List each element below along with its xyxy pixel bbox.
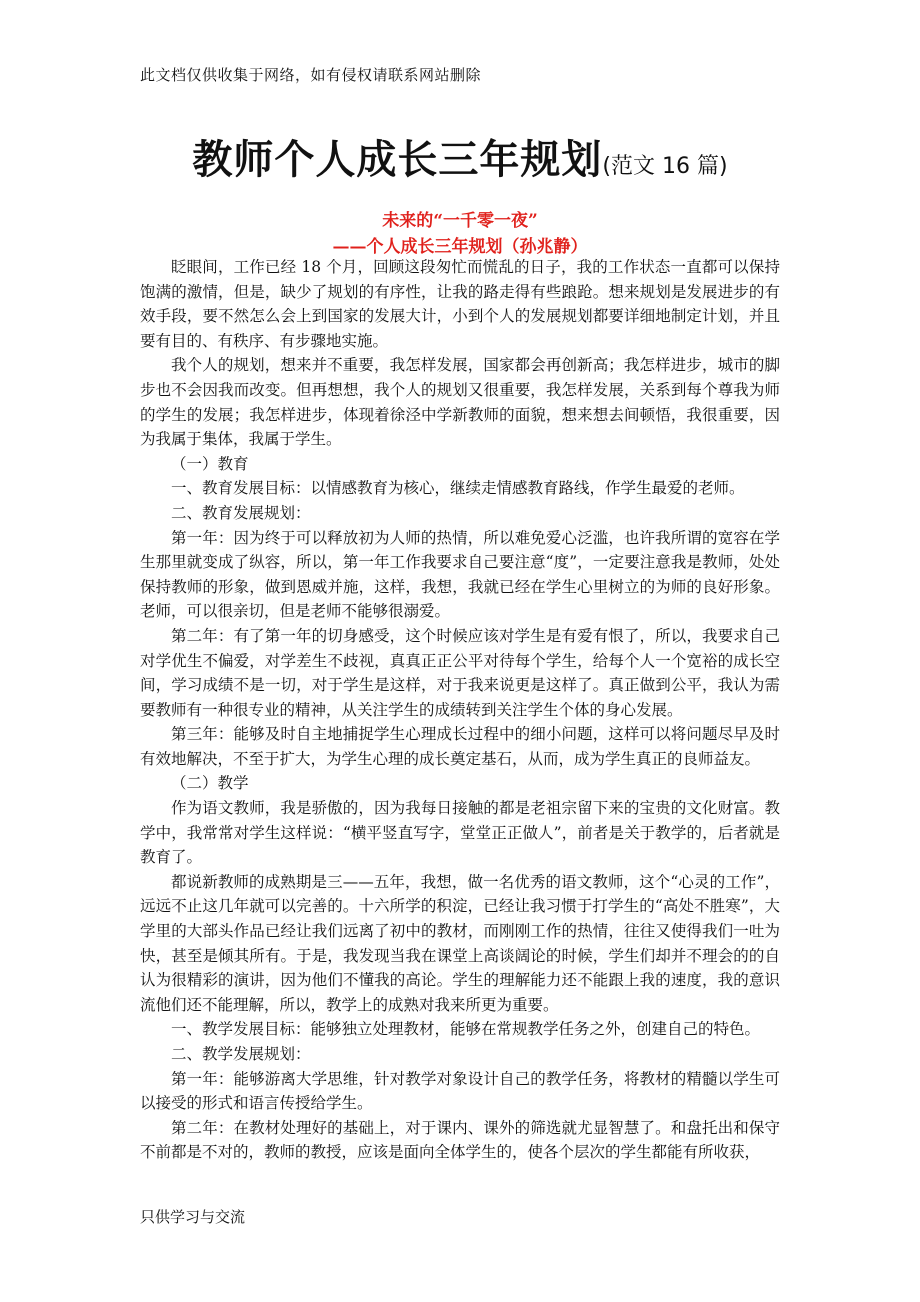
paragraph: 一、教学发展目标：能够独立处理教材，能够在常规教学任务之外，创建自己的特色。 [171, 1020, 761, 1039]
paragraph: 作为语文教师，我是骄傲的，因为我每日接触的都是老祖宗留下来的宝贵的文化财富。教学中，我常常对学生这样说：“横平竖直写字，堂堂正正做人”，前者是关于教学的，后者就是教育了。 [140, 799, 780, 867]
document-title [0, 128, 920, 185]
essay-heading-line2: ——个人成长三年规划（孙兆静） [332, 237, 588, 257]
section-heading-teaching: （二）教学 [171, 774, 249, 793]
paragraph: 都说新教师的成熟期是三——五年，我想，做一名优秀的语文教师，这个“心灵的工作”，远远不止这几年就可以完善的。十六所学的积淀，已经让我习惯于打学生的“高处不胜寒”，大学里的大部头作品已经让我们远离了初中的教材，而刚刚工作的热情，往往又使得我们一吐为快，甚至是倾其所有。于是，我发现当我在课堂上高谈阔论的时候，学生们却并不理会的的自认为很精彩的演讲，因为他们不懂我的高论。学生的理解能力还不能跟上我的速度，我的意识流他们还不能理解，所以，教学上的成熟对我来所更为重要。 [140, 872, 780, 1014]
title-suffix: (范文 16 篇) [602, 154, 728, 179]
paragraph: 第二年：在教材处理好的基础上，对于课内、课外的筛选就尤显智慧了。和盘托出和保守不前都是不对的，教师的教授，应该是面向全体学生的，使各个层次的学生都能有所收获， [140, 1118, 780, 1162]
footer-note: 只供学习与交流 [140, 1208, 246, 1226]
title-main: 教师个人成长三年规划 [192, 137, 603, 183]
header-note: 此文档仅供收集于网络，如有侵权请联系网站删除 [140, 66, 482, 84]
paragraph: 第三年：能够及时自主地捕捉学生心理成长过程中的细小问题，这样可以将问题尽早及时有效地解决，不至于扩大，为学生心理的成长奠定基石，从而，成为学生真正的良师益友。 [140, 725, 780, 768]
paragraph: 第一年：能够游离大学思维，针对教学对象设计自己的教学任务，将教材的精髓以学生可以接受的形式和语言传授给学生。 [140, 1069, 780, 1113]
paragraph: 眨眼间，工作已经 18 个月，回顾这段匆忙而慌乱的日子，我的工作状态一直都可以保持饱满的激情，但是，缺少了规划的有序性，让我的路走得有些踉跄。想来规划是发展进步的有效手段，要不然怎么会上到国家的发展大计，小到个人的发展规划都要详细地制定计划，并且要有目的、有秩序、有步骤地实施。 [140, 258, 780, 350]
paragraph: 第二年：有了第一年的切身感受，这个时候应该对学生是有爱有恨了，所以，我要求自己对学优生不偏爱，对学差生不歧视，真真正正公平对待每个学生，给每个人一个宽裕的成长空间，学习成绩不是一切，对于学生是这样，对于我来说更是这样了。真正做到公平，我认为需要教师有一种很专业的精神，从关注学生的成绩转到关注学生个体的身心发展。 [140, 626, 780, 719]
paragraph: 一、教育发展目标：以情感教育为核心，继续走情感教育路线，作学生最爱的老师。 [171, 479, 745, 498]
essay-body [140, 255, 780, 1165]
paragraph: 二、教学发展规划： [171, 1045, 311, 1063]
essay-heading-line1: 未来的“一千零一夜” [382, 211, 538, 231]
paragraph: 第一年：因为终于可以释放初为人师的热情，所以难免爱心泛滥，也许我所谓的宽容在学生那里就变成了纵容，所以，第一年工作我要求自己要注意“度”，一定要注意我是教师，处处保持教师的形象，做到恩威并施，这样，我想，我就已经在学生心里树立的为师的良好形象。老师，可以很亲切，但是老师不能够很溺爱。 [140, 528, 780, 621]
paragraph: 我个人的规划，想来并不重要，我怎样发展，国家都会再创新高；我怎样进步，城市的脚步也不会因我而改变。但再想想，我个人的规划又很重要，我怎样发展，关系到每个尊我为师的学生的发展；我怎样进步，体现着徐泾中学新教师的面貌，想来想去间顿悟，我很重要，因为我属于集体，我属于学生。 [140, 356, 780, 449]
paragraph: 二、教育发展规划： [171, 503, 311, 522]
section-heading-education: （一）教育 [171, 454, 249, 473]
